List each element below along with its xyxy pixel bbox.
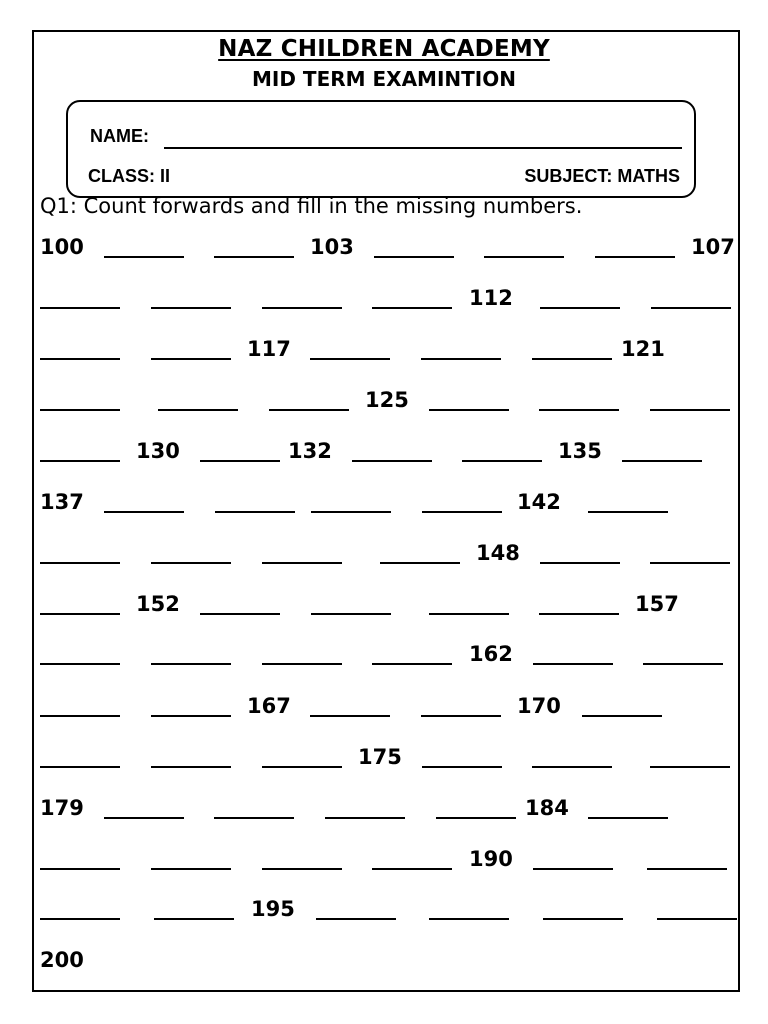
answer-blank[interactable] — [372, 663, 452, 665]
answer-blank[interactable] — [311, 613, 391, 615]
answer-blank[interactable] — [40, 918, 120, 920]
answer-blank[interactable] — [595, 256, 675, 258]
given-number: 167 — [247, 694, 291, 718]
answer-blank[interactable] — [539, 409, 619, 411]
name-label: NAME: — [90, 126, 149, 146]
answer-blank[interactable] — [429, 918, 509, 920]
answer-blank[interactable] — [310, 715, 390, 717]
given-number: 135 — [558, 439, 602, 463]
given-number: 130 — [136, 439, 180, 463]
given-number: 175 — [358, 745, 402, 769]
question-text: Q1: Count forwards and fill in the missing numbers. — [40, 194, 583, 218]
answer-blank[interactable] — [650, 766, 730, 768]
given-number: 137 — [40, 490, 84, 514]
answer-blank[interactable] — [429, 409, 509, 411]
answer-blank[interactable] — [657, 918, 737, 920]
answer-blank[interactable] — [40, 358, 120, 360]
answer-blank[interactable] — [151, 663, 231, 665]
given-number: 121 — [621, 337, 665, 361]
answer-blank[interactable] — [40, 663, 120, 665]
answer-blank[interactable] — [40, 868, 120, 870]
given-number: 148 — [476, 541, 520, 565]
given-number: 107 — [691, 235, 735, 259]
class-label: CLASS: II — [88, 166, 171, 186]
given-number: 132 — [288, 439, 332, 463]
answer-blank[interactable] — [214, 256, 294, 258]
answer-blank[interactable] — [40, 766, 120, 768]
answer-blank[interactable] — [372, 868, 452, 870]
given-number: 195 — [251, 897, 295, 921]
answer-blank[interactable] — [311, 511, 391, 513]
answer-blank[interactable] — [532, 358, 612, 360]
answer-blank[interactable] — [436, 817, 516, 819]
answer-blank[interactable] — [650, 562, 730, 564]
answer-blank[interactable] — [429, 613, 509, 615]
answer-blank[interactable] — [422, 766, 502, 768]
given-number: 157 — [635, 592, 679, 616]
answer-blank[interactable] — [151, 358, 231, 360]
given-number: 170 — [517, 694, 561, 718]
answer-blank[interactable] — [325, 817, 405, 819]
answer-blank[interactable] — [421, 358, 501, 360]
answer-blank[interactable] — [532, 766, 612, 768]
exam-title: MID TERM EXAMINTION — [252, 67, 516, 91]
school-name: NAZ CHILDREN ACADEMY — [218, 36, 550, 62]
answer-blank[interactable] — [151, 307, 231, 309]
answer-blank[interactable] — [158, 409, 238, 411]
answer-blank[interactable] — [262, 663, 342, 665]
answer-blank[interactable] — [421, 715, 501, 717]
answer-blank[interactable] — [533, 868, 613, 870]
answer-blank[interactable] — [588, 511, 668, 513]
given-number: 112 — [469, 286, 513, 310]
given-number: 162 — [469, 642, 513, 666]
answer-blank[interactable] — [262, 307, 342, 309]
answer-blank[interactable] — [462, 460, 542, 462]
answer-blank[interactable] — [582, 715, 662, 717]
given-number: 142 — [517, 490, 561, 514]
answer-blank[interactable] — [316, 918, 396, 920]
answer-blank[interactable] — [154, 918, 234, 920]
given-number: 117 — [247, 337, 291, 361]
given-number: 100 — [40, 235, 84, 259]
answer-blank[interactable] — [422, 511, 502, 513]
given-number: 125 — [365, 388, 409, 412]
answer-blank[interactable] — [647, 868, 727, 870]
answer-blank[interactable] — [200, 613, 280, 615]
answer-blank[interactable] — [651, 307, 731, 309]
answer-blank[interactable] — [40, 562, 120, 564]
answer-blank[interactable] — [262, 766, 342, 768]
answer-blank[interactable] — [540, 307, 620, 309]
answer-blank[interactable] — [310, 358, 390, 360]
given-number: 103 — [310, 235, 354, 259]
answer-blank[interactable] — [380, 562, 460, 564]
given-number: 190 — [469, 847, 513, 871]
answer-blank[interactable] — [151, 766, 231, 768]
answer-blank[interactable] — [104, 256, 184, 258]
answer-blank[interactable] — [215, 511, 295, 513]
answer-blank[interactable] — [484, 256, 564, 258]
answer-blank[interactable] — [372, 307, 452, 309]
subject-label: SUBJECT: MATHS — [524, 166, 680, 186]
answer-blank[interactable] — [262, 868, 342, 870]
answer-blank[interactable] — [200, 460, 280, 462]
given-number: 179 — [40, 796, 84, 820]
answer-blank[interactable] — [539, 613, 619, 615]
answer-blank[interactable] — [104, 817, 184, 819]
answer-blank[interactable] — [543, 918, 623, 920]
answer-blank[interactable] — [40, 307, 120, 309]
answer-blank[interactable] — [352, 460, 432, 462]
answer-blank[interactable] — [622, 460, 702, 462]
given-number: 184 — [525, 796, 569, 820]
answer-blank[interactable] — [151, 715, 231, 717]
answer-blank[interactable] — [214, 817, 294, 819]
answer-blank[interactable] — [643, 663, 723, 665]
answer-blank[interactable] — [262, 562, 342, 564]
answer-blank[interactable] — [650, 409, 730, 411]
answer-blank[interactable] — [40, 460, 120, 462]
answer-blank[interactable] — [269, 409, 349, 411]
answer-blank[interactable] — [588, 817, 668, 819]
answer-blank[interactable] — [40, 409, 120, 411]
answer-blank[interactable] — [374, 256, 454, 258]
given-number: 152 — [136, 592, 180, 616]
answer-blank[interactable] — [540, 562, 620, 564]
answer-blank[interactable] — [533, 663, 613, 665]
answer-blank[interactable] — [104, 511, 184, 513]
answer-blank[interactable] — [40, 613, 120, 615]
given-number: 200 — [40, 948, 84, 972]
answer-blank[interactable] — [40, 715, 120, 717]
answer-blank[interactable] — [151, 562, 231, 564]
answer-blank[interactable] — [151, 868, 231, 870]
